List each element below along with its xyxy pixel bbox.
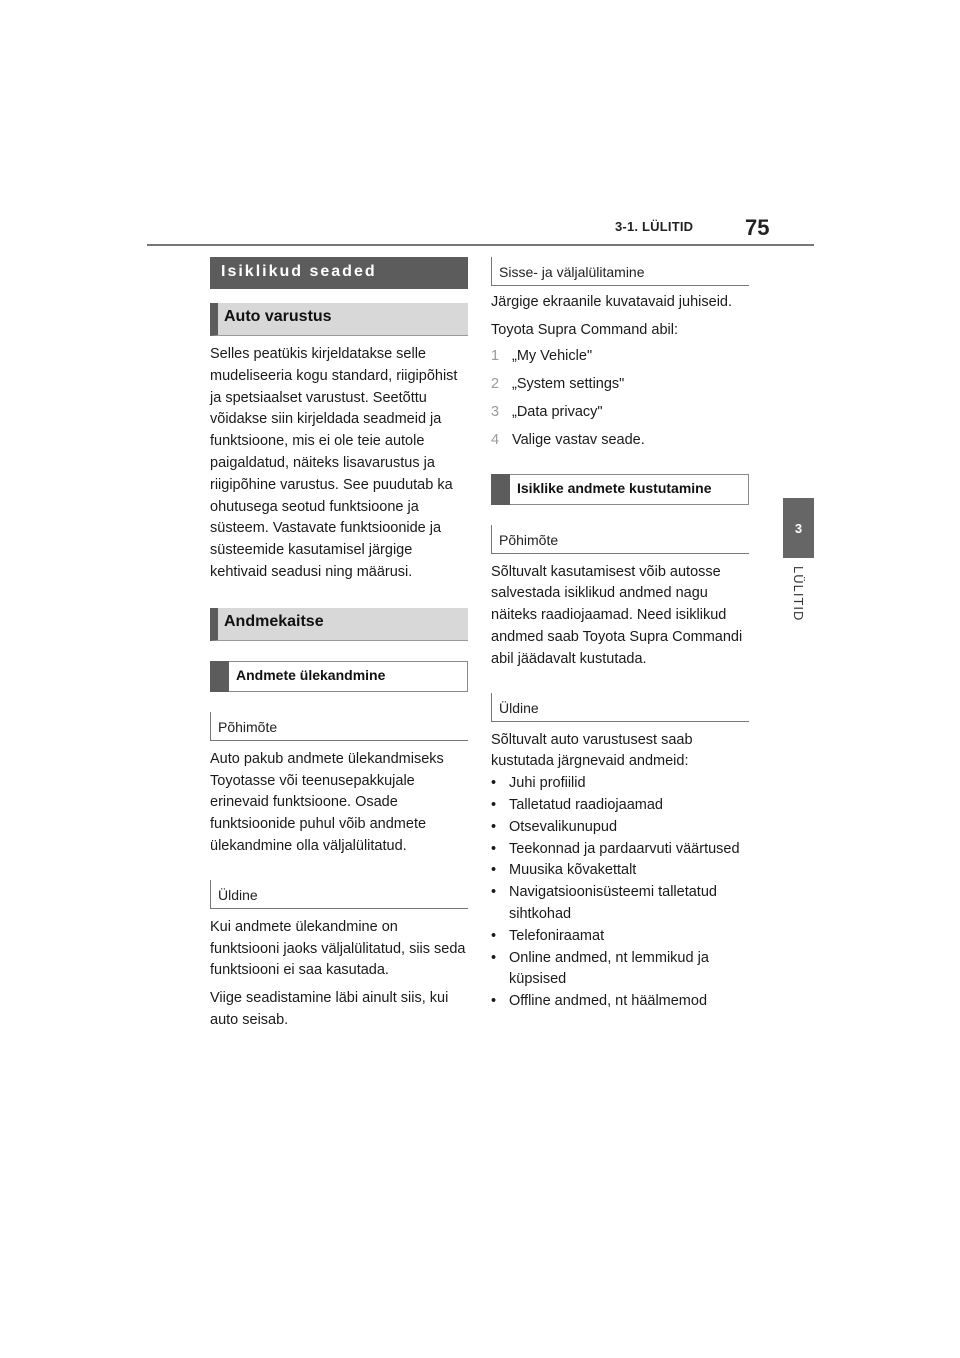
step-item <box>491 426 749 454</box>
steps-list <box>491 342 749 454</box>
paragraph-yldine-1: Kui andmete ülekandmine on funktsiooni jaoks väljalülitatud, siis seda funktsiooni ei saa kasutada. <box>210 918 466 979</box>
heading-pohimote: Põhimõte <box>210 712 468 741</box>
section-title: Isiklikud seaded <box>210 257 468 289</box>
paragraph-pohimote: Auto pakub andmete ülekandmiseks Toyotasse või teenusepakkujale erinevaid funktsioone. Osade funktsioonide puhul võib andmete ülekandmine olla väljalülitatud. <box>210 750 444 854</box>
heading-andmete-ylekandmine: Andmete ülekandmine <box>210 661 468 692</box>
list-item-text: Online andmed, nt lemmikud ja küpsised <box>509 949 709 988</box>
list-item <box>491 860 749 882</box>
heading-sisse-valjalylitamine: Sisse- ja väljalülitamine <box>491 257 749 286</box>
list-item-text: Otsevalikunupud <box>509 818 618 835</box>
chapter-tab: 3 <box>783 498 814 558</box>
bullet-icon: • <box>491 840 497 857</box>
heading-yldine-right: Üldine <box>491 693 749 722</box>
list-item-text: Telefoniraamat <box>509 927 605 944</box>
list-item <box>491 926 749 948</box>
list-item <box>491 948 749 992</box>
list-item-text: Teekonnad ja pardaarvuti väärtused <box>509 840 740 857</box>
step-text: Valige vastav seade. <box>512 431 645 448</box>
list-item-text: Navigatsioonisüsteemi talletatud sihtkohad <box>509 884 717 922</box>
list-item-text: Offline andmed, nt häälmemod <box>509 993 708 1010</box>
chapter-label-text: LÜLITID <box>791 566 806 622</box>
bullet-icon: • <box>491 796 497 813</box>
step-item <box>491 370 749 398</box>
heading-yldine: Üldine <box>210 880 468 909</box>
bullet-icon: • <box>491 949 497 966</box>
heading-isiklike-andmete-kustutamine: Isiklike andmete kustutamine <box>491 474 749 505</box>
paragraph-jargige: Järgige ekraanile kuvatavaid juhiseid. <box>491 294 733 310</box>
step-number: 2 <box>491 375 500 392</box>
heading-auto-varustus: Auto varustus <box>210 303 468 336</box>
chapter-label <box>784 566 814 630</box>
heading-pohimote-right: Põhimõte <box>491 525 749 554</box>
right-column <box>491 257 749 1013</box>
paragraph-yldine-2: Viige seadistamine läbi ainult siis, kui auto seisab. <box>210 990 449 1028</box>
list-item-text: Talletatud raadiojaamad <box>509 796 663 813</box>
list-item <box>491 817 749 839</box>
left-column <box>210 257 468 1032</box>
list-item <box>491 773 749 795</box>
heading-andmekaitse: Andmekaitse <box>210 608 468 641</box>
step-number: 4 <box>491 431 500 448</box>
bullet-list <box>491 773 749 1013</box>
page-number: 75 <box>745 215 770 240</box>
bullet-icon: • <box>491 884 497 901</box>
list-item <box>491 991 749 1013</box>
list-item-text: Juhi profiilid <box>509 775 586 792</box>
bullet-icon: • <box>491 993 497 1010</box>
paragraph-command: Toyota Supra Command abil: <box>491 321 678 338</box>
list-item <box>491 839 749 861</box>
list-item <box>491 882 749 926</box>
step-text: „My Vehicle" <box>512 347 593 364</box>
step-item <box>491 342 749 370</box>
paragraph-yldine-right: Sõltuvalt auto varustusest saab kustutada järgnevaid andmeid: <box>491 731 693 770</box>
step-number: 3 <box>491 403 500 420</box>
bullet-icon: • <box>491 927 497 944</box>
bullet-icon: • <box>491 818 497 835</box>
paragraph-pohimote-right: Sõltuvalt kasutamisest võib autosse salvestada isiklikud andmed nagu näiteks raadiojaamad. Need isiklikud andmed saab Toyota Supra Commandi abil jäädavalt kustutada. <box>491 563 743 667</box>
list-item-text: Muusika kõvakettalt <box>509 862 637 879</box>
step-text: „System settings" <box>512 375 625 392</box>
step-text: „Data privacy" <box>512 403 603 420</box>
bullet-icon: • <box>491 775 497 792</box>
step-number: 1 <box>491 347 500 364</box>
paragraph-auto-varustus: Selles peatükis kirjeldatakse selle mudeliseeria kogu standard, riigipõhist ja spetsiaalset varustust. Seetõttu võidakse siin kirjeldada seadmeid ja funktsioone, mis ei ole teie autole paigaldatud, näiteks lisavarustus ja riigipõhine varustus. See puudutab ka ohutusega seotud funktsioone ja süsteem. Vastavate funktsioonide ja süsteemide kasutamisel järgige kehtivaid seadusi ning määrusi. <box>210 346 458 580</box>
step-item <box>491 398 749 426</box>
header-divider <box>147 244 814 246</box>
section-reference: 3-1. LÜLITID <box>615 219 694 234</box>
list-item <box>491 795 749 817</box>
bullet-icon: • <box>491 862 497 879</box>
